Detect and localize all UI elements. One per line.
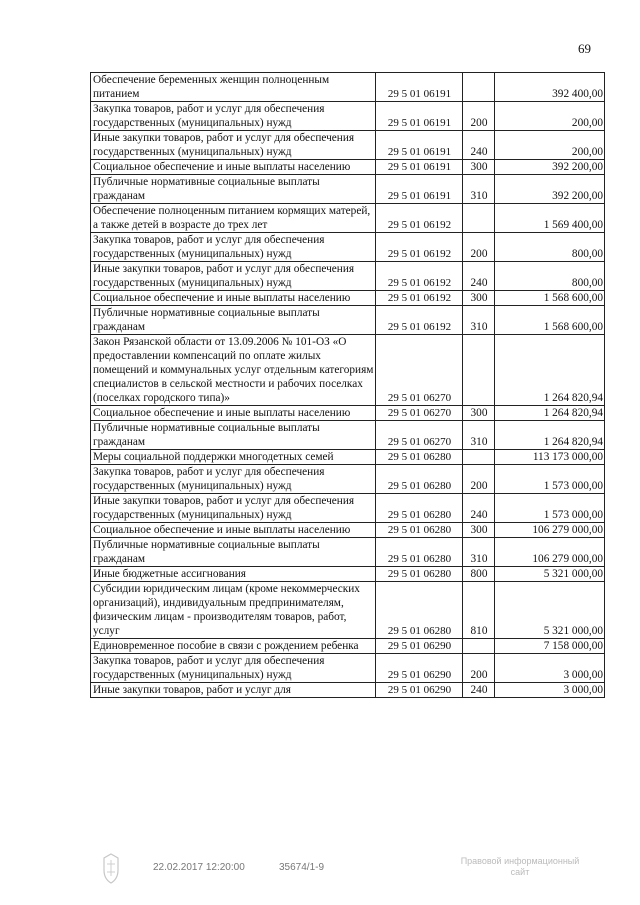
row-name-cell: Иные закупки товаров, работ и услуг для: [91, 683, 376, 698]
row-sum-cell: 1 573 000,00: [495, 494, 605, 523]
row-name-cell: Публичные нормативные социальные выплаты гражданам: [91, 306, 376, 335]
row-name-cell: Социальное обеспечение и иные выплаты населению: [91, 523, 376, 538]
table-row: [91, 291, 605, 306]
table-row: [91, 335, 605, 406]
row-vr-cell: 810: [463, 582, 495, 639]
row-code-cell: 29 5 01 06191: [376, 131, 463, 160]
row-sum-cell: 1 264 820,94: [495, 406, 605, 421]
row-name-cell: Социальное обеспечение и иные выплаты населению: [91, 291, 376, 306]
row-sum-cell: 1 568 600,00: [495, 291, 605, 306]
table-row: [91, 175, 605, 204]
row-code-cell: 29 5 01 06192: [376, 204, 463, 233]
row-vr-cell: [463, 639, 495, 654]
table-row: [91, 450, 605, 465]
row-vr-cell: 300: [463, 160, 495, 175]
row-name-cell: Обеспечение полноценным питанием кормящих матерей, а также детей в возрасте до трех лет: [91, 204, 376, 233]
table-row: [91, 494, 605, 523]
row-vr-cell: 200: [463, 654, 495, 683]
table-row: [91, 567, 605, 582]
footer-stamp-line2: сайт: [510, 867, 530, 877]
page-number: 69: [578, 41, 591, 56]
row-name-cell: Публичные нормативные социальные выплаты гражданам: [91, 421, 376, 450]
table-row: [91, 465, 605, 494]
row-vr-cell: 200: [463, 233, 495, 262]
row-name-cell: Публичные нормативные социальные выплаты гражданам: [91, 538, 376, 567]
row-vr-cell: [463, 450, 495, 465]
row-sum-cell: 106 279 000,00: [495, 523, 605, 538]
table-row: [91, 204, 605, 233]
row-code-cell: 29 5 01 06280: [376, 582, 463, 639]
row-sum-cell: 3 000,00: [495, 654, 605, 683]
row-name-cell: Закупка товаров, работ и услуг для обеспечения государственных (муниципальных) нужд: [91, 654, 376, 683]
row-vr-cell: 300: [463, 291, 495, 306]
row-code-cell: 29 5 01 06192: [376, 262, 463, 291]
row-code-cell: 29 5 01 06192: [376, 233, 463, 262]
row-sum-cell: 200,00: [495, 102, 605, 131]
row-sum-cell: 7 158 000,00: [495, 639, 605, 654]
row-code-cell: 29 5 01 06290: [376, 639, 463, 654]
row-name-cell: Закупка товаров, работ и услуг для обеспечения государственных (муниципальных) нужд: [91, 465, 376, 494]
row-code-cell: 29 5 01 06280: [376, 523, 463, 538]
row-name-cell: Обеспечение беременных женщин полноценным питанием: [91, 73, 376, 102]
table-row: [91, 73, 605, 102]
row-name-cell: Меры социальной поддержки многодетных семей: [91, 450, 376, 465]
row-vr-cell: 240: [463, 262, 495, 291]
row-name-cell: Публичные нормативные социальные выплаты гражданам: [91, 175, 376, 204]
row-code-cell: 29 5 01 06290: [376, 654, 463, 683]
row-code-cell: 29 5 01 06280: [376, 567, 463, 582]
row-code-cell: 29 5 01 06191: [376, 160, 463, 175]
row-code-cell: 29 5 01 06290: [376, 683, 463, 698]
row-vr-cell: [463, 73, 495, 102]
row-sum-cell: 3 000,00: [495, 683, 605, 698]
row-code-cell: 29 5 01 06280: [376, 538, 463, 567]
row-sum-cell: 800,00: [495, 233, 605, 262]
row-code-cell: 29 5 01 06280: [376, 465, 463, 494]
row-name-cell: Единовременное пособие в связи с рождением ребенка: [91, 639, 376, 654]
row-vr-cell: 240: [463, 683, 495, 698]
row-sum-cell: 392 400,00: [495, 73, 605, 102]
table-row: [91, 102, 605, 131]
table-row: [91, 654, 605, 683]
footer-datetime: 22.02.2017 12:20:00: [153, 862, 245, 873]
row-sum-cell: 5 321 000,00: [495, 567, 605, 582]
row-name-cell: Иные бюджетные ассигнования: [91, 567, 376, 582]
row-name-cell: Закупка товаров, работ и услуг для обеспечения государственных (муниципальных) нужд: [91, 102, 376, 131]
row-code-cell: 29 5 01 06191: [376, 102, 463, 131]
row-name-cell: Социальное обеспечение и иные выплаты населению: [91, 160, 376, 175]
row-name-cell: Закупка товаров, работ и услуг для обеспечения государственных (муниципальных) нужд: [91, 233, 376, 262]
row-vr-cell: 800: [463, 567, 495, 582]
row-sum-cell: 5 321 000,00: [495, 582, 605, 639]
row-vr-cell: [463, 335, 495, 406]
row-sum-cell: 392 200,00: [495, 160, 605, 175]
budget-table: [90, 72, 605, 698]
row-sum-cell: 200,00: [495, 131, 605, 160]
coat-of-arms-icon: [98, 852, 124, 886]
row-sum-cell: 1 573 000,00: [495, 465, 605, 494]
row-vr-cell: 310: [463, 538, 495, 567]
row-code-cell: 29 5 01 06270: [376, 406, 463, 421]
row-vr-cell: 200: [463, 465, 495, 494]
row-code-cell: 29 5 01 06270: [376, 335, 463, 406]
row-name-cell: Иные закупки товаров, работ и услуг для обеспечения государственных (муниципальных) нужд: [91, 494, 376, 523]
row-name-cell: Иные закупки товаров, работ и услуг для обеспечения государственных (муниципальных) нужд: [91, 131, 376, 160]
table-row: [91, 523, 605, 538]
table-row: [91, 306, 605, 335]
row-code-cell: 29 5 01 06280: [376, 494, 463, 523]
row-sum-cell: 106 279 000,00: [495, 538, 605, 567]
row-vr-cell: 200: [463, 102, 495, 131]
row-name-cell: Социальное обеспечение и иные выплаты населению: [91, 406, 376, 421]
row-code-cell: 29 5 01 06192: [376, 291, 463, 306]
row-vr-cell: 300: [463, 523, 495, 538]
row-name-cell: Иные закупки товаров, работ и услуг для обеспечения государственных (муниципальных) нужд: [91, 262, 376, 291]
table-row: [91, 406, 605, 421]
table-row: [91, 160, 605, 175]
row-vr-cell: 310: [463, 175, 495, 204]
footer-stamp: [450, 856, 590, 878]
row-sum-cell: 113 173 000,00: [495, 450, 605, 465]
row-vr-cell: 300: [463, 406, 495, 421]
row-code-cell: 29 5 01 06191: [376, 175, 463, 204]
row-code-cell: 29 5 01 06191: [376, 73, 463, 102]
row-name-cell: Субсидии юридическим лицам (кроме некоммерческих организаций), индивидуальным предпринимателям, физическим лицам - производителям товаров, работ, услуг: [91, 582, 376, 639]
row-code-cell: 29 5 01 06280: [376, 450, 463, 465]
row-sum-cell: 1 264 820,94: [495, 335, 605, 406]
table-row: [91, 582, 605, 639]
row-name-cell: Закон Рязанской области от 13.09.2006 № 101-ОЗ «О предоставлении компенсаций по оплате жилых помещений и коммунальных услуг отдельным категориям специалистов в сельской местности и рабочих поселках (поселках городского типа)»: [91, 335, 376, 406]
table-row: [91, 131, 605, 160]
row-code-cell: 29 5 01 06270: [376, 421, 463, 450]
footer-doc-number: 35674/1-9: [279, 862, 325, 873]
table-row: [91, 683, 605, 698]
row-vr-cell: 240: [463, 494, 495, 523]
row-sum-cell: 392 200,00: [495, 175, 605, 204]
row-sum-cell: 1 569 400,00: [495, 204, 605, 233]
table-row: [91, 538, 605, 567]
row-sum-cell: 1 264 820,94: [495, 421, 605, 450]
row-code-cell: 29 5 01 06192: [376, 306, 463, 335]
row-sum-cell: 800,00: [495, 262, 605, 291]
row-vr-cell: 310: [463, 421, 495, 450]
table-row: [91, 262, 605, 291]
row-sum-cell: 1 568 600,00: [495, 306, 605, 335]
table-row: [91, 639, 605, 654]
footer-stamp-line1: Правовой информационный: [460, 856, 580, 866]
table-row: [91, 233, 605, 262]
table-row: [91, 421, 605, 450]
row-vr-cell: 240: [463, 131, 495, 160]
row-vr-cell: [463, 204, 495, 233]
row-vr-cell: 310: [463, 306, 495, 335]
